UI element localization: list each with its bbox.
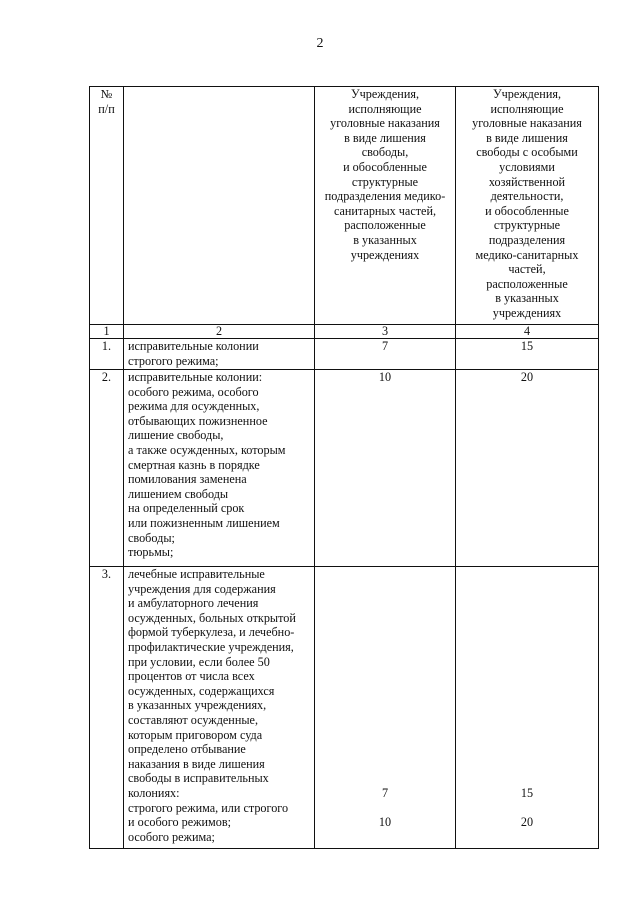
header-col-number: № п/п	[90, 87, 124, 325]
column-number: 3	[315, 325, 456, 339]
column-number-row	[90, 325, 599, 339]
row-number: 2.	[90, 370, 124, 567]
header-col-name	[124, 87, 315, 325]
row-text: исправительные колонии строгого режима;	[124, 339, 315, 370]
row-value-col3: 10	[315, 370, 456, 567]
row-number: 3.	[90, 567, 124, 849]
row-text: лечебные исправительные учреждения для содержания и амбулаторного лечения осужденных, больных открытой формой туберкулеза, и лечебно- профилактические учреждения, при условии, если более 50 процентов от числа всех осужденных, содержащихся в указанных учреждениях, составляют осужденные, которым приговором суда определено отбывание наказания в виде лишения свободы в исправительных колониях:	[128, 567, 296, 800]
table-header-row	[90, 87, 599, 325]
table-row	[90, 339, 599, 370]
page-number: 2	[316, 36, 324, 51]
header-col-institutions: Учреждения, исполняющие уголовные наказания в виде лишения свободы, и обособленные структурные подразделения медико- санитарных частей, расположенные в указанных учреждениях	[315, 87, 456, 325]
row-subitem-text: особого режима;	[128, 829, 215, 844]
row-values-col4	[456, 567, 599, 849]
row-subitem-text: строгого режима, или строгого и особого режимов;	[128, 800, 289, 830]
column-number: 1	[90, 325, 124, 339]
row-text-cell	[124, 567, 315, 849]
row-subitem-value: 10	[378, 814, 392, 829]
row-value-col3: 7	[315, 339, 456, 370]
row-subitem-value: 7	[381, 786, 389, 800]
header-col-special-institutions: Учреждения, исполняющие уголовные наказания в виде лишения свободы с особыми условиями хозяйственной деятельности, и обособленные структурные подразделения медико-санитарных частей, расположенные в указанных учреждениях	[456, 87, 599, 325]
row-text: исправительные колонии: особого режима, особого режима для осужденных, отбывающих пожизненное лишение свободы, а также осужденных, которым смертная казнь в порядке помилования заменена лишением свободы на определенный срок или пожизненным лишением свободы; тюрьмы;	[124, 370, 315, 567]
allowance-table	[89, 86, 599, 849]
row-value-col4: 15	[456, 339, 599, 370]
row-subitem-value: 20	[520, 814, 534, 829]
table-row	[90, 370, 599, 567]
column-number: 4	[456, 325, 599, 339]
table-row	[90, 567, 599, 849]
column-number: 2	[124, 325, 315, 339]
row-number: 1.	[90, 339, 124, 370]
row-values-col3	[315, 567, 456, 849]
row-subitem-value: 15	[520, 786, 534, 800]
row-value-col4: 20	[456, 370, 599, 567]
